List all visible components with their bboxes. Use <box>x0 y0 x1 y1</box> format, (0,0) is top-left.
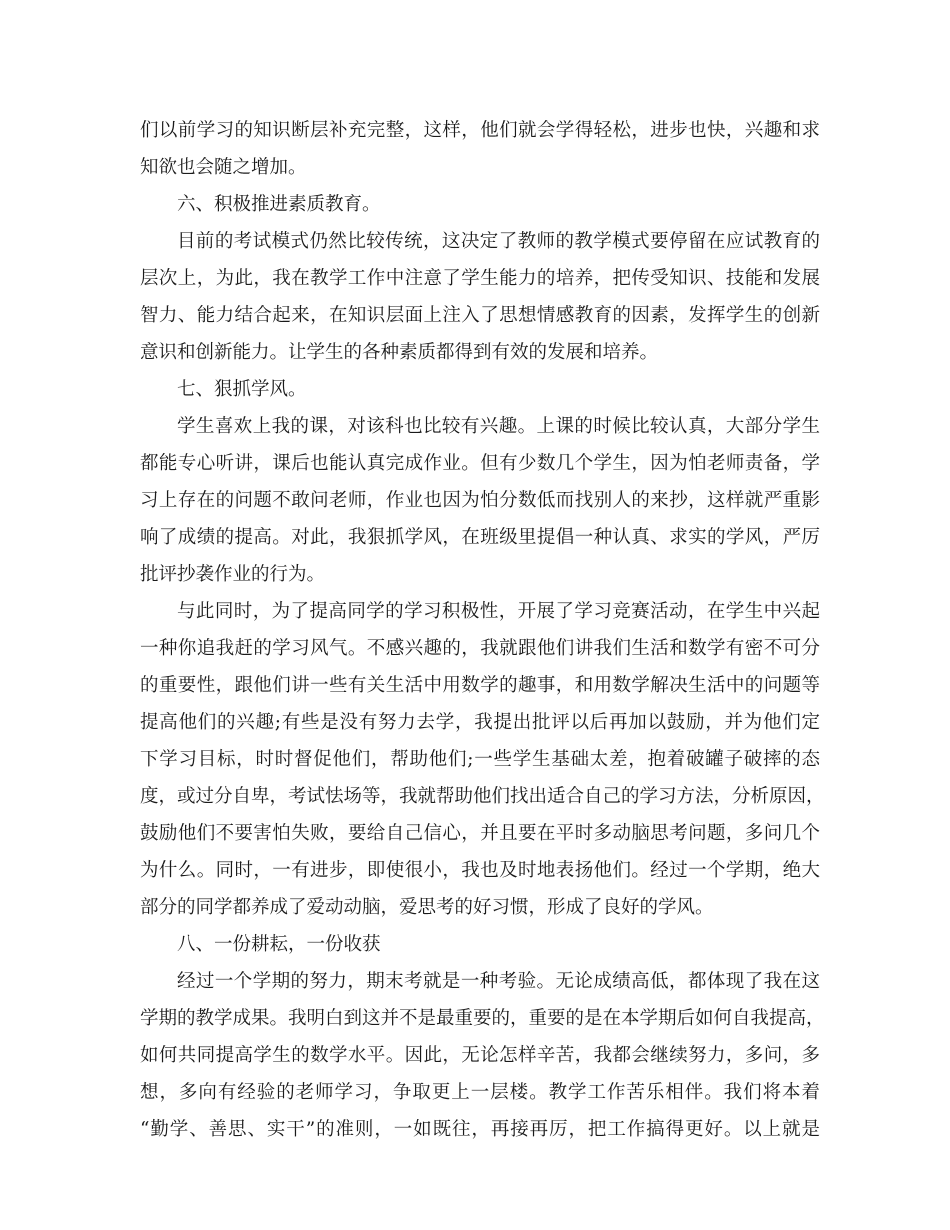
text-line: 层次上，为此，我在教学工作中注意了学生能力的培养，把传受知识、技能和发展 <box>140 268 820 289</box>
text-line: 提高他们的兴趣;有些是没有努力去学，我提出批评以后再加以鼓励，并为他们定 <box>140 712 820 733</box>
text-line: 的重要性，跟他们讲一些有关生活中用数学的趣事，和用数学解决生活中的问题等 <box>140 675 820 696</box>
document-body <box>140 112 825 1148</box>
text-line: 想，多向有经验的老师学习，争取更上一层楼。教学工作苦乐相伴。我们将本着 <box>140 1082 820 1103</box>
text-line: 下学习目标，时时督促他们，帮助他们;一些学生基础太差，抱着破罐子破摔的态 <box>140 749 820 770</box>
text-line: 意识和创新能力。让学生的各种素质都得到有效的发展和培养。 <box>140 342 659 363</box>
text-line: 都能专心听讲，课后也能认真完成作业。但有少数几个学生，因为怕老师责备，学 <box>140 453 820 474</box>
text-line: 智力、能力结合起来，在知识层面上注入了思想情感教育的因素，发挥学生的创新 <box>140 305 820 326</box>
text-line: 知欲也会随之增加。 <box>140 157 307 178</box>
text-line: 习上存在的问题不敢问老师，作业也因为怕分数低而找别人的来抄，这样就严重影 <box>140 490 820 511</box>
text-line: 目前的考试模式仍然比较传统，这决定了教师的教学模式要停留在应试教育的 <box>177 231 820 252</box>
text-line: 部分的同学都养成了爱动动脑，爱思考的好习惯，形成了良好的学风。 <box>140 897 714 918</box>
text-line: 们以前学习的知识断层补充完整，这样，他们就会学得轻松，进步也快，兴趣和求 <box>140 120 820 141</box>
text-line: “勤学、善思、实干”的准则，一如既往，再接再厉，把工作搞得更好。以上就是 <box>140 1119 820 1140</box>
text-line: 度，或过分自卑，考试怯场等，我就帮助他们找出适合自己的学习方法，分析原因， <box>140 786 825 807</box>
text-line: 与此同时，为了提高同学的学习积极性，开展了学习竞赛活动，在学生中兴起 <box>177 601 820 622</box>
text-line: 批评抄袭作业的行为。 <box>140 564 326 585</box>
text-line: 学生喜欢上我的课，对该科也比较有兴趣。上课的时候比较认真，大部分学生 <box>177 416 820 437</box>
text-line: 一种你追我赶的学习风气。不感兴趣的，我就跟他们讲我们生活和数学有密不可分 <box>140 638 820 659</box>
text-line: 学期的教学成果。我明白到这并不是最重要的，重要的是在本学期后如何自我提高， <box>140 1008 825 1029</box>
section-heading: 八、一份耕耘，一份收获 <box>177 934 381 955</box>
text-line: 经过一个学期的努力，期末考就是一种考验。无论成绩高低，都体现了我在这 <box>177 971 820 992</box>
text-line: 为什么。同时，一有进步，即使很小，我也及时地表扬他们。经过一个学期，绝大 <box>140 860 820 881</box>
section-heading: 六、积极推进素质教育。 <box>177 194 381 215</box>
text-line: 响了成绩的提高。对此，我狠抓学风，在班级里提倡一种认真、求实的学风，严厉 <box>140 527 820 548</box>
text-line: 鼓励他们不要害怕失败，要给自己信心，并且要在平时多动脑思考问题，多问几个 <box>140 823 820 844</box>
text-line: 如何共同提高学生的数学水平。因此，无论怎样辛苦，我都会继续努力，多问，多 <box>140 1045 820 1066</box>
section-heading: 七、狠抓学风。 <box>177 379 307 400</box>
